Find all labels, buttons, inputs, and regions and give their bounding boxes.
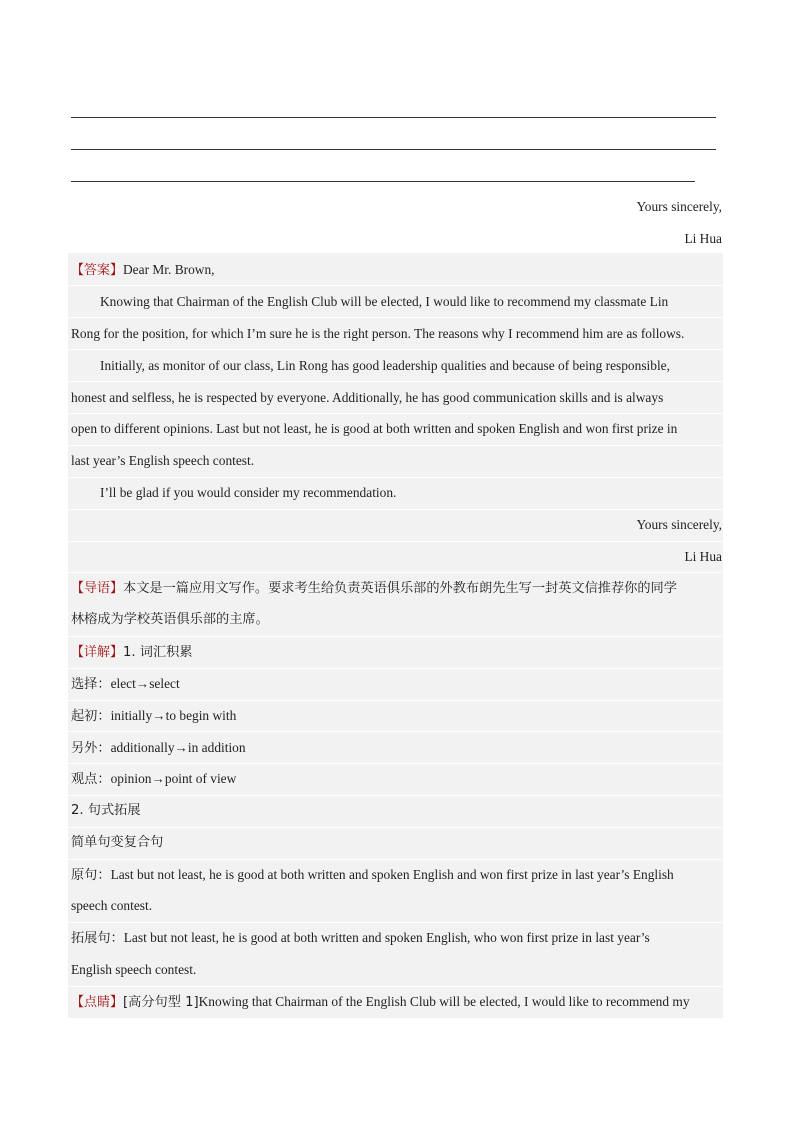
vocab-item xyxy=(71,765,721,793)
answer-line: honest and selfless, he is respected by everyone. Additionally, he has good communication skills and is always xyxy=(71,390,664,405)
answer-tag: 【答案】 xyxy=(71,263,124,278)
expanded-sentence-line: English speech contest. xyxy=(71,962,197,977)
letter-closing: Yours sincerely, xyxy=(636,199,722,214)
row-divider xyxy=(68,541,723,542)
row-divider xyxy=(68,317,723,318)
row-divider xyxy=(68,381,723,382)
detail-heading-vocab: 1. 词汇积累 xyxy=(123,645,193,660)
answer-salutation-line xyxy=(71,256,721,284)
vocab-label: 起初： xyxy=(71,709,111,724)
answer-line: open to different opinions. Last but not least, he is good at both written and spoken English and won first prize in xyxy=(71,421,678,436)
vocab-label: 观点： xyxy=(71,772,111,787)
letter-signature: Li Hua xyxy=(684,231,722,246)
row-divider xyxy=(68,922,723,923)
vocab-label: 另外： xyxy=(71,741,111,756)
answer-line: Rong for the position, for which I’m sure he is the right person. The reasons why I recommend him are as follows. xyxy=(71,326,685,341)
answer-signature: Li Hua xyxy=(684,549,722,564)
row-divider xyxy=(68,986,723,987)
highlight-line xyxy=(71,988,721,1016)
highlight-label: [高分句型 1] xyxy=(123,995,199,1010)
guide-tag: 【导语】 xyxy=(71,581,124,596)
original-sentence-line xyxy=(71,861,721,889)
row-divider xyxy=(68,349,723,350)
vocab-text: opinion→point of view xyxy=(110,771,237,786)
blank-answer-line xyxy=(71,181,695,182)
guide-line: 林榕成为学校英语俱乐部的主席。 xyxy=(71,612,269,627)
row-divider xyxy=(68,636,723,637)
blank-answer-line xyxy=(71,149,716,150)
blank-answer-line xyxy=(71,117,716,118)
vocab-item xyxy=(71,670,721,698)
vocab-label: 选择： xyxy=(71,677,111,692)
answer-salutation: Dear Mr. Brown, xyxy=(123,262,215,277)
original-sentence-line: speech contest. xyxy=(71,898,153,913)
answer-line: Initially, as monitor of our class, Lin Rong has good leadership qualities and because of being responsible, xyxy=(100,358,670,373)
guide-line xyxy=(71,575,721,603)
row-divider xyxy=(68,668,723,669)
detail-heading-line xyxy=(71,638,721,666)
row-divider xyxy=(68,285,723,286)
answer-closing: Yours sincerely, xyxy=(636,517,722,532)
row-divider xyxy=(68,763,723,764)
vocab-text: initially→to begin with xyxy=(110,708,237,723)
original-label: 原句： xyxy=(71,868,111,883)
row-divider xyxy=(68,731,723,732)
row-divider xyxy=(68,477,723,478)
detail-subheading: 简单句变复合句 xyxy=(71,835,164,850)
expanded-text: Last but not least, he is good at both written and spoken English, who won first prize in last year’s xyxy=(123,930,650,945)
row-divider xyxy=(68,795,723,796)
answer-line: I’ll be glad if you would consider my recommendation. xyxy=(100,485,397,500)
row-divider xyxy=(68,509,723,510)
answer-line: Knowing that Chairman of the English Club will be elected, I would like to recommend my classmate Lin xyxy=(100,294,669,309)
expanded-label: 拓展句： xyxy=(71,931,124,946)
highlight-tag: 【点睛】 xyxy=(71,995,124,1010)
row-divider xyxy=(68,572,723,573)
vocab-item xyxy=(71,734,721,762)
row-divider xyxy=(68,445,723,446)
original-text: Last but not least, he is good at both written and spoken English and won first prize in last year’s English xyxy=(110,867,674,882)
highlight-text: Knowing that Chairman of the English Club will be elected, I would like to recommend my xyxy=(198,994,690,1009)
vocab-item xyxy=(71,702,721,730)
guide-text: 本文是一篇应用文写作。要求考生给负责英语俱乐部的外教布朗先生写一封英文信推荐你的同学 xyxy=(123,581,677,596)
detail-tag: 【详解】 xyxy=(71,645,124,660)
answer-line: last year’s English speech contest. xyxy=(71,453,255,468)
detail-heading-sentence: 2. 句式拓展 xyxy=(71,803,141,818)
expanded-sentence-line xyxy=(71,924,721,952)
vocab-text: additionally→in addition xyxy=(110,740,246,755)
row-divider xyxy=(68,827,723,828)
row-divider xyxy=(68,700,723,701)
row-divider xyxy=(68,413,723,414)
vocab-text: elect→select xyxy=(110,676,180,691)
row-divider xyxy=(68,859,723,860)
